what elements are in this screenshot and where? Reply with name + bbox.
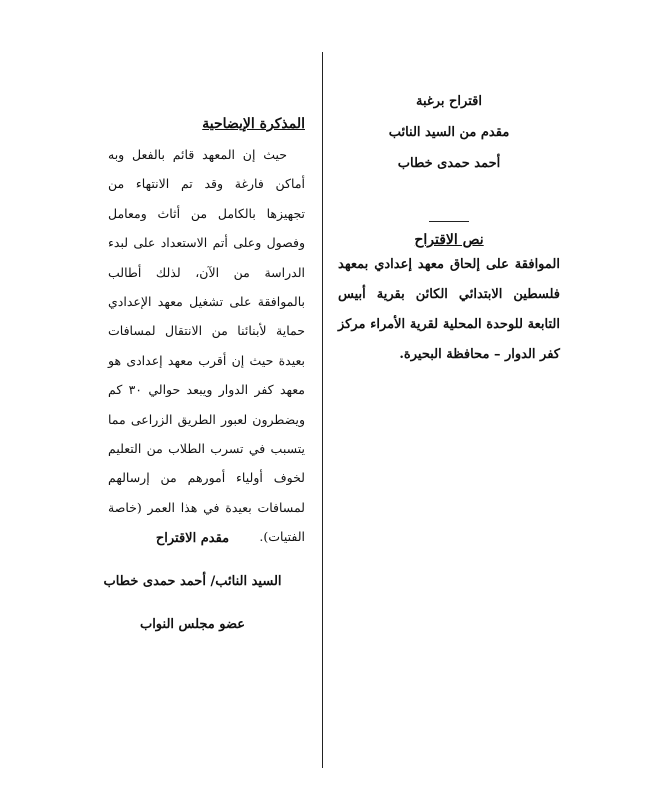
proposal-text-body: الموافقة على إلحاق معهد إعدادي بمعهد فلسطين الابتدائي الكائن بقرية أبيس التابعة للوحدة المحلية لقرية الأمراء مركز كفر الدوار – محافظة البحيرة. [338,257,560,362]
submitted-by-heading: مقدم من السيد النائب [388,125,510,140]
deputy-name-heading: أحمد حمدى خطاب [397,156,501,171]
signature-label: مقدم الاقتراح [155,531,230,546]
signature-role: عضو مجلس النواب [139,617,246,632]
proposal-column [338,86,560,370]
signature-block [95,528,290,636]
memo-title: المذكرة الإيضاحية [202,116,305,132]
signature-name: السيد النائب/ أحمد حمدى خطاب [103,574,282,589]
short-separator-rule [429,221,469,222]
proposal-text-title: نص الاقتراح [414,232,484,248]
memo-column [108,116,305,552]
column-divider [322,52,323,768]
proposal-type-heading: اقتراح برغبة [416,94,482,109]
memo-body: حيث إن المعهد قائم بالفعل وبه أماكن فارغة وقد تم الانتهاء من تجهيزها بالكامل من أثاث ومعامل وفصول وعلى أتم الاستعداد على لبدء الدراسة من الآن، لذلك أطالب بالموافقة على تشغيل معهد الإعدادي حماية لأبنائنا من الانتقال لمسافات بعيدة حيث إن أقرب معهد إعدادى هو معهد كفر الدوار ويبعد حوالي ٣٠ كم ويضطرون لعبور الطريق الزراعى مما يتسبب في تسرب الطلاب من التعليم لخوف أولياء أمورهم من إرسالهم لمسافات بعيدة في هذا العمر (خاصة الفتيات). [108,147,305,545]
